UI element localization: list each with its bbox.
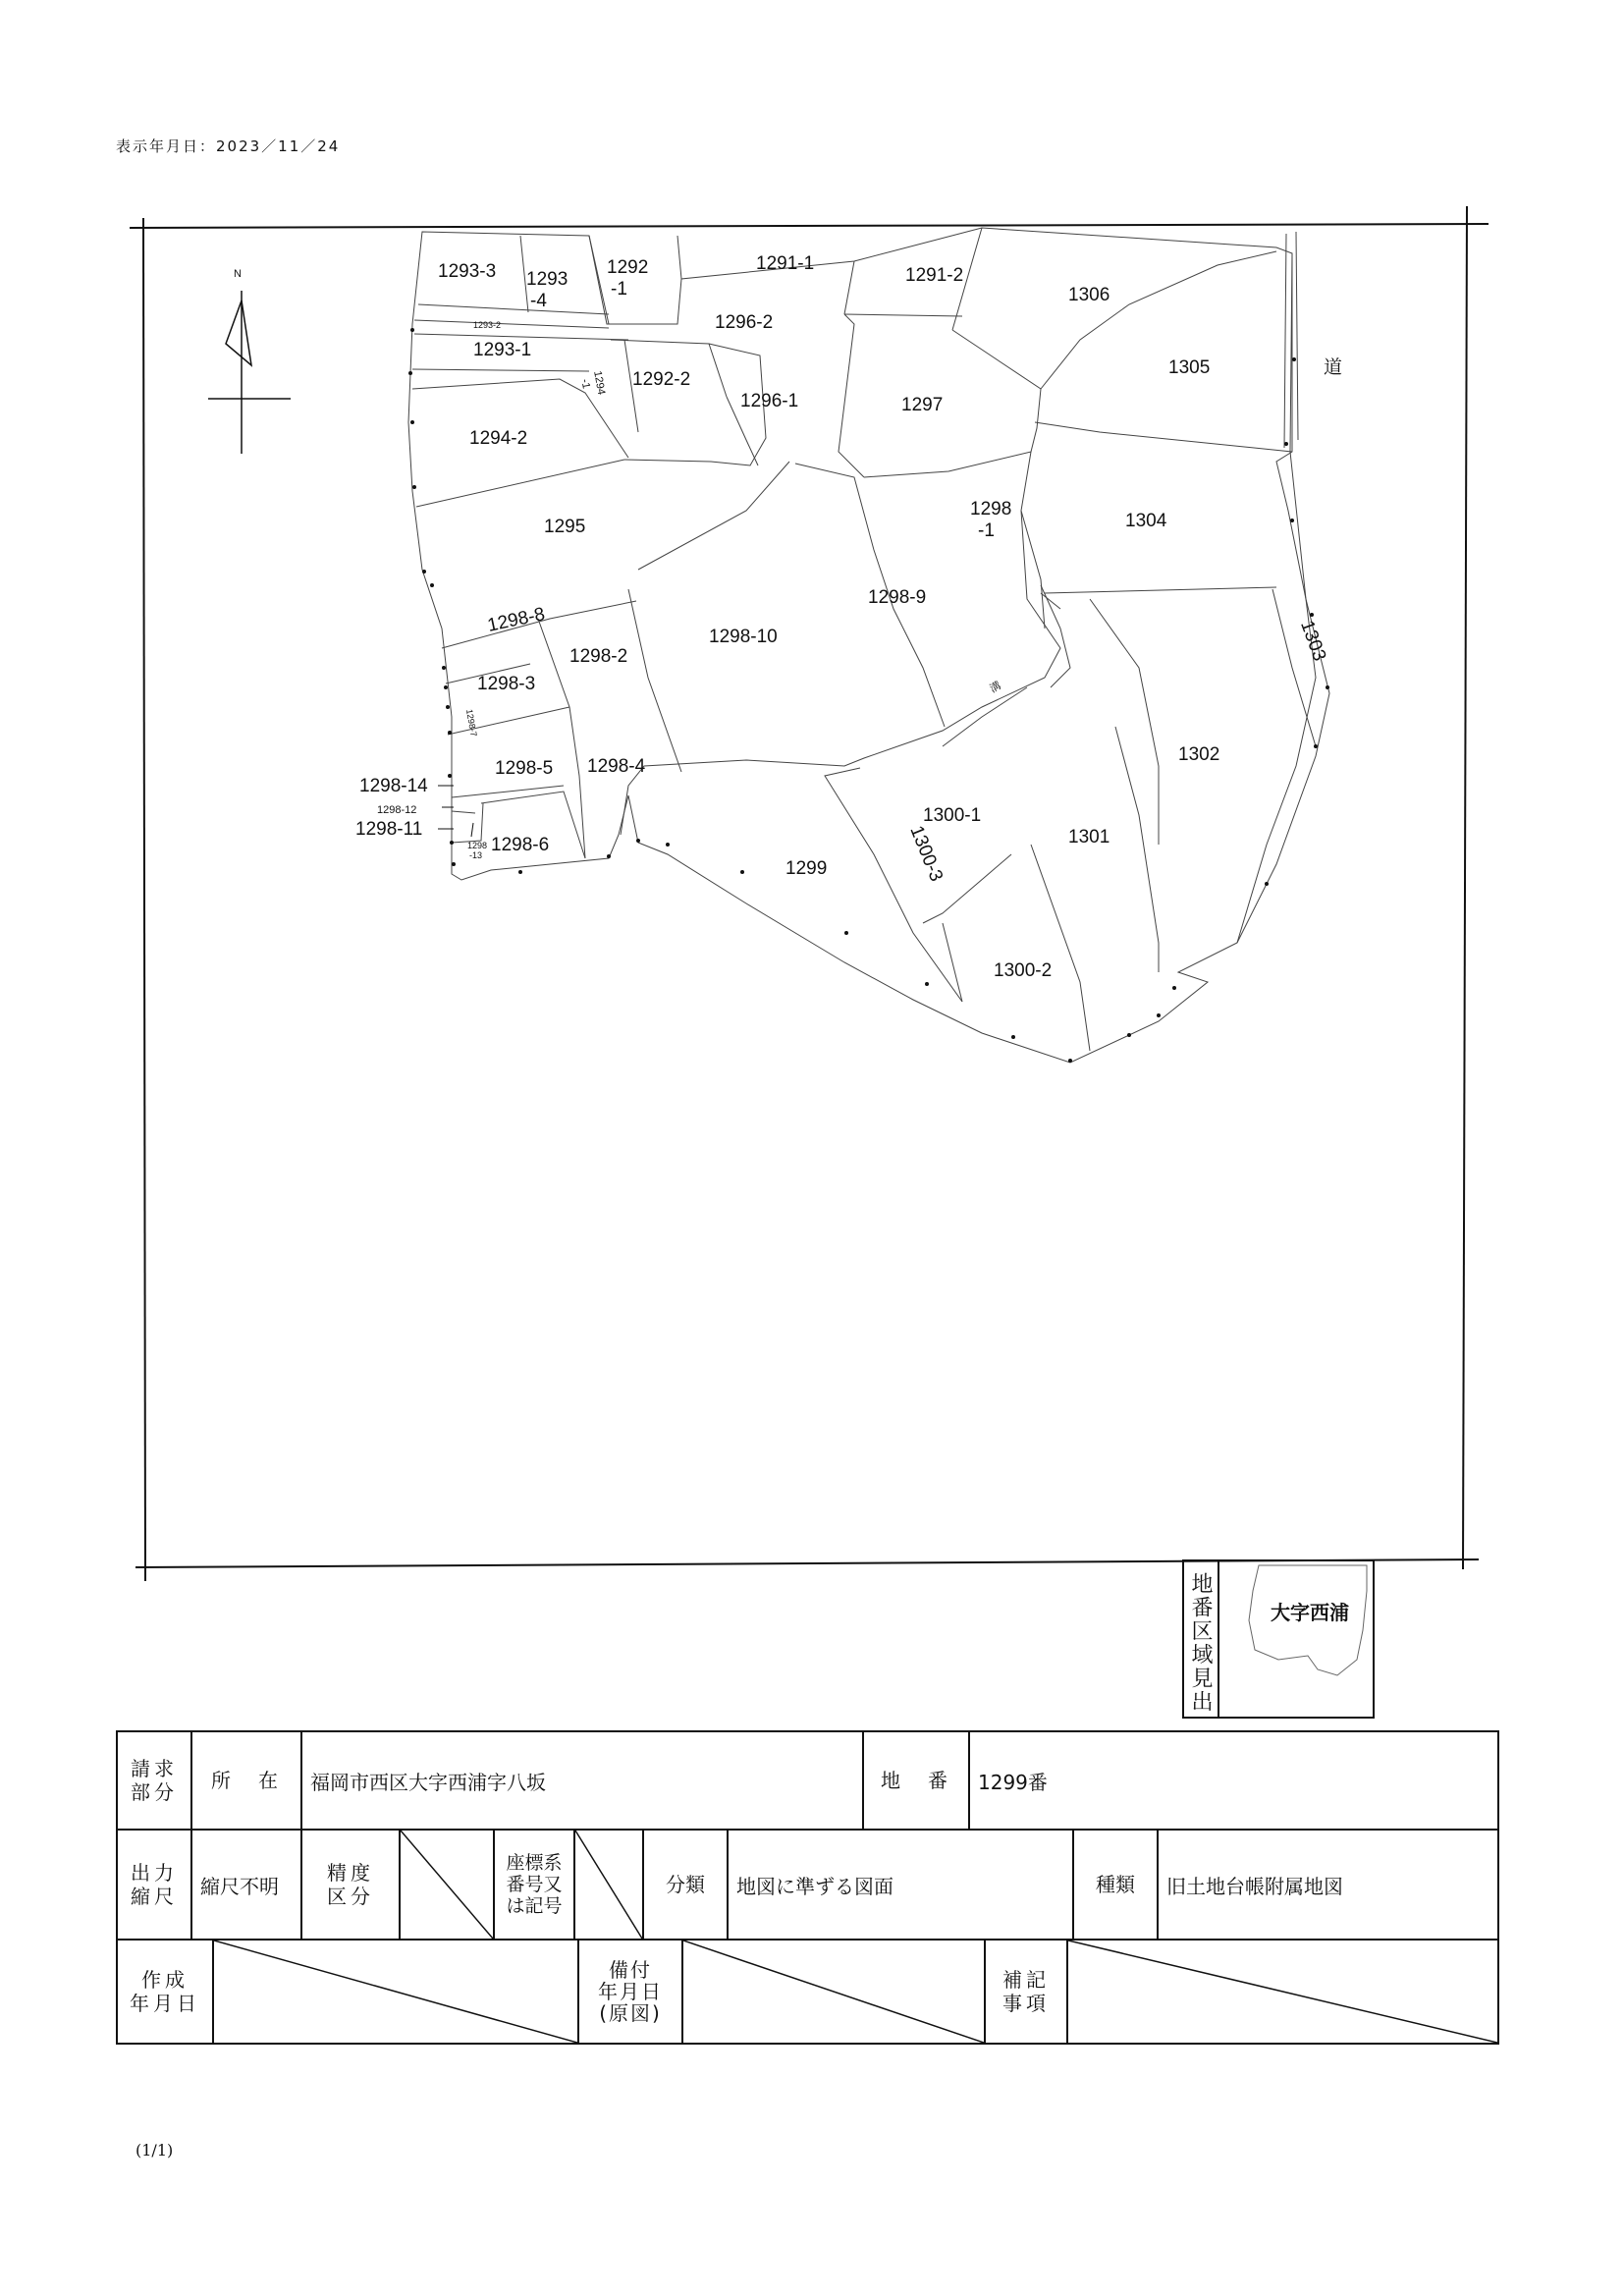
page-count: (1/1): [135, 2141, 174, 2159]
info-row-3: [118, 1941, 1497, 2043]
waterway-label: 溝: [988, 680, 1003, 696]
created-label: 作成 年月日: [118, 1941, 214, 2043]
location-value: 福岡市西区大字西浦字八坂: [302, 1732, 864, 1829]
parcel-label: 1298 -13: [467, 841, 488, 860]
parcel-label: 1300-2: [994, 960, 1053, 981]
region-index-title: 地番区域見出: [1184, 1561, 1219, 1717]
attached-label: 備付 年月日 (原図): [579, 1941, 683, 2043]
parcel-label: 1305: [1168, 357, 1211, 378]
parcel-label: 1291-1: [756, 253, 815, 274]
parcel-label: 1300-1: [923, 805, 982, 826]
north-arrow: [208, 291, 291, 454]
parcel-label: 1298-3: [477, 674, 536, 694]
parcel-label: 1298-12: [377, 804, 417, 816]
parcel-label: 1298-9: [868, 587, 927, 608]
parcel-label: 1294-1: [578, 369, 608, 396]
coord-value-empty: [575, 1831, 644, 1939]
type-label: 種類: [1074, 1831, 1159, 1939]
category-value: 地図に準ずる図面: [729, 1831, 1074, 1939]
notes-label: 補記 事項: [986, 1941, 1068, 2043]
parcel-label: 1298-2: [569, 646, 628, 667]
parcel-label: 1304: [1125, 511, 1167, 531]
parcel-label: 1293-3: [438, 261, 497, 282]
notes-value-empty: [1068, 1941, 1497, 2043]
precision-value-empty: [401, 1831, 495, 1939]
location-label: 所 在: [192, 1732, 302, 1829]
parcel-label: 1294-2: [469, 428, 528, 449]
parcel-label: 1298-7: [463, 708, 479, 738]
parcel-label: 1296-2: [715, 312, 774, 333]
request-label: 請求 部分: [118, 1732, 192, 1829]
parcel-label: 1298-11: [355, 819, 423, 840]
type-value: 旧土地台帳附属地図: [1166, 1874, 1343, 1898]
parcel-label: 1291-2: [905, 265, 964, 286]
parcel-label: 1297: [901, 395, 944, 415]
category-label: 分類: [644, 1831, 729, 1939]
attached-value-empty: [683, 1941, 986, 2043]
parcel-label: 1299: [785, 858, 828, 879]
parcel-boundaries: [408, 228, 1329, 1063]
parcel-label: 1301: [1068, 827, 1110, 847]
parcel-label: 1306: [1068, 285, 1110, 305]
precision-label: 精度 区分: [302, 1831, 401, 1939]
scale-value: 縮尺不明: [192, 1831, 302, 1939]
parcel-label: 1293-1: [473, 340, 532, 360]
parcel-label: 1292-2: [632, 369, 691, 390]
parcel-label: 1302: [1178, 744, 1220, 765]
parcel-labels: [355, 253, 1342, 981]
scale-label: 出力 縮尺: [118, 1831, 192, 1939]
parcel-label: 1298-6: [491, 835, 550, 855]
parcel-label: 1293 -4: [526, 269, 568, 311]
parcel-label: 1298-14: [359, 776, 428, 796]
boundary-markers: [408, 328, 1329, 1063]
parcel-label: 1298 -1: [970, 499, 1012, 541]
region-index-name: 大字西浦: [1271, 1601, 1349, 1624]
lot-label: 地 番: [864, 1732, 970, 1829]
north-label: N: [234, 268, 242, 280]
road-label: 道: [1324, 357, 1343, 378]
info-row-2: [118, 1831, 1497, 1941]
info-row-1: [118, 1732, 1497, 1831]
parcel-label: 1296-1: [740, 391, 799, 411]
print-date: 表示年月日：2023／11／24: [116, 137, 341, 155]
parcel-label: 1293-2: [473, 320, 502, 330]
region-index-shape: [1219, 1561, 1373, 1717]
parcel-label: 1292 -1: [607, 257, 649, 300]
coord-label: 座標系 番号又 は記号: [495, 1831, 575, 1939]
info-table: [116, 1730, 1499, 2045]
region-index-box: [1182, 1559, 1375, 1719]
parcel-label: 1298-5: [495, 758, 554, 779]
parcel-label: 1295: [544, 517, 586, 537]
created-value-empty: [214, 1941, 579, 2043]
parcel-label: 1298-8: [485, 603, 547, 636]
parcel-label: 1303: [1296, 618, 1330, 665]
parcel-label: 1300-3: [905, 822, 947, 885]
parcel-label: 1298-10: [709, 627, 778, 647]
parcel-label: 1298-4: [587, 756, 646, 777]
lot-value: 1299番: [978, 1770, 1048, 1794]
